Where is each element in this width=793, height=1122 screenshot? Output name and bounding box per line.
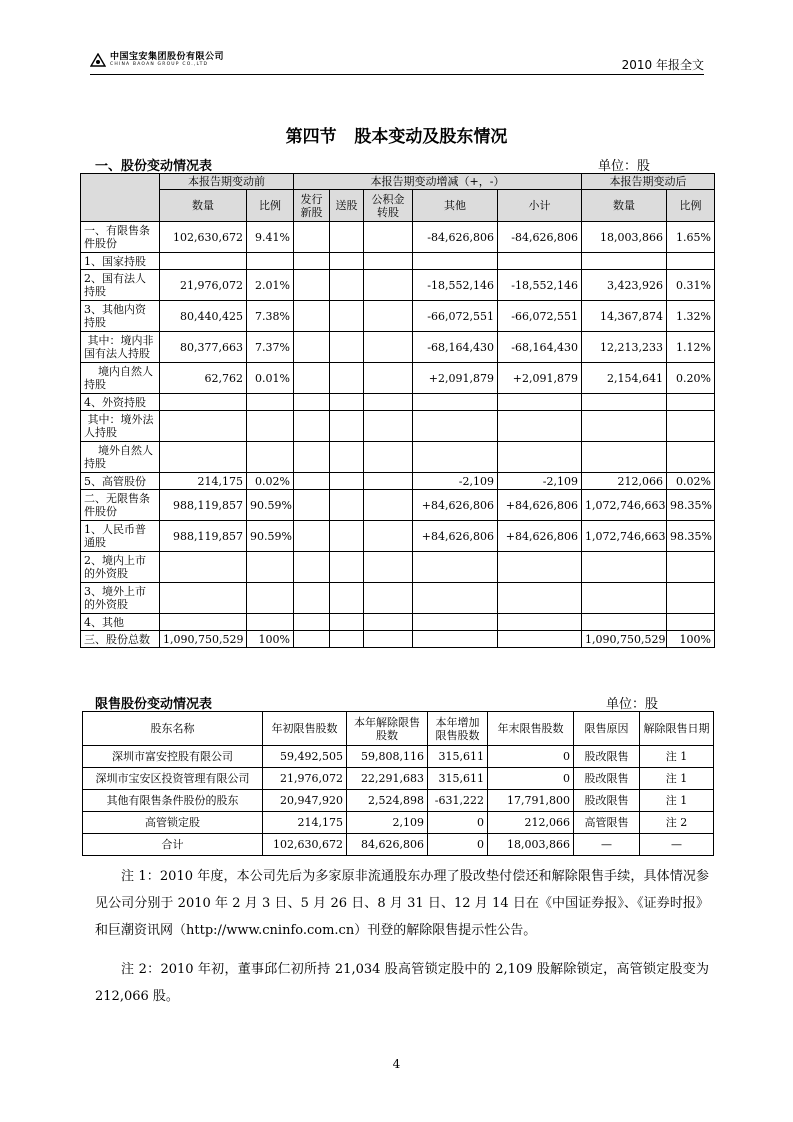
table-cell (364, 332, 413, 363)
share-change-subtitle: 一、股份变动情况表 (95, 159, 213, 174)
table-cell (582, 394, 667, 411)
table-cell: -2,109 (413, 473, 498, 490)
column-header: 小计 (498, 190, 582, 222)
table-cell (330, 521, 364, 552)
table-row (81, 631, 715, 648)
table-cell (364, 253, 413, 270)
table-cell: 合计 (83, 834, 263, 856)
table-cell: +2,091,879 (498, 363, 582, 394)
table-cell (364, 583, 413, 614)
table-cell: 14,367,874 (582, 301, 667, 332)
row-label: 1、国家持股 (81, 253, 160, 270)
table-cell (413, 411, 498, 442)
table-cell (582, 411, 667, 442)
table-row (81, 490, 715, 521)
table-cell: 9.41% (247, 222, 294, 253)
column-header: 比例 (667, 190, 715, 222)
company-name-cn: 中国宝安集团股份有限公司 (110, 52, 225, 62)
table-cell: 0.20% (667, 363, 715, 394)
note-2: 注 2：2010 年初，董事邱仁初所持 21,034 股高管锁定股中的 2,109 股解除锁定，高管锁定股变为 212,066 股。 (95, 962, 709, 1004)
row-label: 境外自然人持股 (81, 442, 160, 473)
table-cell (160, 253, 247, 270)
table-cell: 注 1 (640, 768, 714, 790)
row-label: 4、其他 (81, 614, 160, 631)
table-cell: +84,626,806 (413, 521, 498, 552)
table-cell (413, 583, 498, 614)
table-cell: 高管锁定股 (83, 812, 263, 834)
table-cell: 股改限售 (574, 746, 640, 768)
table-cell: 98.35% (667, 490, 715, 521)
table-cell (582, 583, 667, 614)
column-header: 股东名称 (83, 712, 263, 746)
table-cell (330, 394, 364, 411)
table-cell: 1,090,750,529 (582, 631, 667, 648)
table-cell: 高管限售 (574, 812, 640, 834)
column-header: 比例 (247, 190, 294, 222)
table-cell (364, 301, 413, 332)
table-cell (498, 614, 582, 631)
table-cell (364, 614, 413, 631)
table-cell (582, 614, 667, 631)
row-label: 4、外资持股 (81, 394, 160, 411)
table-row (83, 746, 714, 768)
table-cell: 1,072,746,663 (582, 521, 667, 552)
table-cell: 988,119,857 (160, 490, 247, 521)
group-header-before: 本报告期变动前 (160, 174, 294, 190)
table-cell (330, 490, 364, 521)
row-label: 3、境外上市的外资股 (81, 583, 160, 614)
table-cell: 214,175 (263, 812, 347, 834)
table-cell: 股改限售 (574, 768, 640, 790)
table-cell (330, 301, 364, 332)
table-cell: 0.02% (667, 473, 715, 490)
table-cell (294, 411, 330, 442)
table-cell (364, 552, 413, 583)
table-cell: — (574, 834, 640, 856)
table-cell (330, 222, 364, 253)
table-cell: 102,630,672 (263, 834, 347, 856)
table-cell: +84,626,806 (498, 521, 582, 552)
table-row (81, 442, 715, 473)
restricted-subtitle: 限售股份变动情况表 (95, 697, 213, 712)
corner-cell (81, 174, 160, 222)
table-cell: 深圳市富安控股有限公司 (83, 746, 263, 768)
column-header: 发行新股 (294, 190, 330, 222)
table-cell (294, 270, 330, 301)
table-cell (294, 583, 330, 614)
column-header: 送股 (330, 190, 364, 222)
table-cell (413, 253, 498, 270)
column-header: 本年增加限售股数 (428, 712, 488, 746)
table-cell (498, 442, 582, 473)
table-cell (667, 583, 715, 614)
table-cell (330, 411, 364, 442)
table-row (83, 812, 714, 834)
table-cell: -84,626,806 (413, 222, 498, 253)
table-cell: 100% (247, 631, 294, 648)
table-cell (667, 442, 715, 473)
table-cell (498, 253, 582, 270)
table-cell (247, 442, 294, 473)
table-cell (330, 270, 364, 301)
table-cell: 股改限售 (574, 790, 640, 812)
table-cell: 18,003,866 (488, 834, 574, 856)
note-1: 注 1：2010 年度，本公司先后为多家原非流通股东办理了股改垫付偿还和解除限售手续，具体情况参见公司分别于 2010 年 2 月 3 日、5 月 26 日、8 月 31 日、12 月 14 日在《中国证券报》、《证券时报》和巨潮资讯网（http://www.cninfo.com.cn）刊登的解除限售提示性公告。 (95, 869, 709, 938)
table-cell: 80,440,425 (160, 301, 247, 332)
table-cell: 98.35% (667, 521, 715, 552)
table-cell (330, 614, 364, 631)
table-cell (364, 270, 413, 301)
table-cell (160, 552, 247, 583)
table-cell (247, 394, 294, 411)
table-row (83, 790, 714, 812)
table-cell (364, 394, 413, 411)
table-row (81, 301, 715, 332)
table-cell (294, 301, 330, 332)
table-cell (330, 473, 364, 490)
table-cell (294, 394, 330, 411)
table-cell (247, 583, 294, 614)
table-cell: 214,175 (160, 473, 247, 490)
table-cell (330, 332, 364, 363)
table-cell (413, 394, 498, 411)
table-cell (667, 411, 715, 442)
column-header: 年初限售股数 (263, 712, 347, 746)
table-cell: 0 (488, 746, 574, 768)
table-cell (160, 394, 247, 411)
table-cell: 212,066 (488, 812, 574, 834)
column-header: 年末限售股数 (488, 712, 574, 746)
table-cell (667, 253, 715, 270)
table-cell: +84,626,806 (413, 490, 498, 521)
table-cell: 0 (488, 768, 574, 790)
row-label: 1、人民币普通股 (81, 521, 160, 552)
table-cell: 84,626,806 (347, 834, 428, 856)
table-cell: 62,762 (160, 363, 247, 394)
column-header: 数量 (160, 190, 247, 222)
share-change-table (80, 173, 715, 648)
table-cell: -66,072,551 (498, 301, 582, 332)
row-label: 2、境内上市的外资股 (81, 552, 160, 583)
table-cell: 315,611 (428, 768, 488, 790)
row-label: 境内自然人持股 (81, 363, 160, 394)
table-cell: 0 (428, 812, 488, 834)
table-cell (498, 411, 582, 442)
table-cell: 2,109 (347, 812, 428, 834)
table-cell (364, 363, 413, 394)
company-logo-icon (90, 53, 106, 67)
table-cell (582, 552, 667, 583)
table-cell (294, 490, 330, 521)
row-label: 二、无限售条件股份 (81, 490, 160, 521)
table-cell: 注 1 (640, 746, 714, 768)
table-cell: 0 (428, 834, 488, 856)
table-cell (364, 442, 413, 473)
row-label: 3、其他内资持股 (81, 301, 160, 332)
table-row (81, 583, 715, 614)
table-cell: 0.01% (247, 363, 294, 394)
table-row (81, 222, 715, 253)
table-cell (330, 442, 364, 473)
table-cell: 988,119,857 (160, 521, 247, 552)
table-cell: 21,976,072 (160, 270, 247, 301)
table-cell: -84,626,806 (498, 222, 582, 253)
table-row (81, 521, 715, 552)
table-cell (364, 631, 413, 648)
table-cell: — (640, 834, 714, 856)
table-cell (667, 394, 715, 411)
table-cell (498, 631, 582, 648)
table-cell (498, 552, 582, 583)
table-row (81, 332, 715, 363)
table-cell (294, 253, 330, 270)
company-name-en: CHINA BAOAN GROUP CO.,LTD (110, 62, 209, 67)
group-header-after: 本报告期变动后 (582, 174, 715, 190)
table-cell: 90.59% (247, 490, 294, 521)
table-row (81, 270, 715, 301)
table-cell (294, 332, 330, 363)
table-cell: 注 2 (640, 812, 714, 834)
table-cell (667, 552, 715, 583)
table-cell (364, 473, 413, 490)
table-cell (498, 583, 582, 614)
table-cell: 100% (667, 631, 715, 648)
table-cell: 1.12% (667, 332, 715, 363)
column-header: 本年解除限售股数 (347, 712, 428, 746)
table-cell: 1,072,746,663 (582, 490, 667, 521)
table-cell: 21,976,072 (263, 768, 347, 790)
table-cell: 0.02% (247, 473, 294, 490)
table-row (83, 834, 714, 856)
company-logo (90, 53, 224, 68)
table-cell (247, 614, 294, 631)
column-header: 限售原因 (574, 712, 640, 746)
restricted-unit: 单位：股 (606, 697, 659, 712)
table-cell (364, 222, 413, 253)
table-cell: 7.38% (247, 301, 294, 332)
table-cell (160, 583, 247, 614)
page-number: 4 (392, 1057, 401, 1071)
table-cell (294, 631, 330, 648)
table-cell: 2,154,641 (582, 363, 667, 394)
table-cell: 59,492,505 (263, 746, 347, 768)
column-header: 其他 (413, 190, 498, 222)
share-change-unit: 单位：股 (598, 159, 651, 174)
page-header (90, 50, 704, 75)
table-cell (498, 394, 582, 411)
table-cell (294, 363, 330, 394)
table-row (81, 253, 715, 270)
row-label: 三、股份总数 (81, 631, 160, 648)
table-cell: +84,626,806 (498, 490, 582, 521)
row-label: 2、国有法人持股 (81, 270, 160, 301)
table-cell (160, 614, 247, 631)
table-cell: 90.59% (247, 521, 294, 552)
column-header: 公积金转股 (364, 190, 413, 222)
table-cell (294, 521, 330, 552)
table-cell: -68,164,430 (413, 332, 498, 363)
table-cell (413, 442, 498, 473)
table-cell (330, 552, 364, 583)
table-cell (413, 552, 498, 583)
table-cell (294, 552, 330, 583)
table-cell: 1,090,750,529 (160, 631, 247, 648)
table-cell: +2,091,879 (413, 363, 498, 394)
table-row (81, 394, 715, 411)
table-cell (247, 552, 294, 583)
table-cell (294, 222, 330, 253)
table-cell: -18,552,146 (413, 270, 498, 301)
table-cell: 59,808,116 (347, 746, 428, 768)
table-row (81, 363, 715, 394)
table-cell: 22,291,683 (347, 768, 428, 790)
table-cell (330, 583, 364, 614)
row-label: 一、有限售条件股份 (81, 222, 160, 253)
table-cell: 80,377,663 (160, 332, 247, 363)
table-cell: 0.31% (667, 270, 715, 301)
table-cell: 315,611 (428, 746, 488, 768)
table-cell: 102,630,672 (160, 222, 247, 253)
table-cell (364, 521, 413, 552)
table-cell: -68,164,430 (498, 332, 582, 363)
table-cell (330, 253, 364, 270)
table-cell (364, 411, 413, 442)
table-cell (330, 631, 364, 648)
table-cell: -18,552,146 (498, 270, 582, 301)
table-cell: -2,109 (498, 473, 582, 490)
table-cell (413, 631, 498, 648)
column-header: 数量 (582, 190, 667, 222)
table-row (83, 768, 714, 790)
table-row (81, 473, 715, 490)
doc-title: 2010 年报全文 (621, 58, 704, 72)
table-cell (160, 442, 247, 473)
row-label: 其中：境外法人持股 (81, 411, 160, 442)
table-row (81, 552, 715, 583)
table-cell: -631,222 (428, 790, 488, 812)
table-cell: 注 1 (640, 790, 714, 812)
table-cell: -66,072,551 (413, 301, 498, 332)
table-cell (582, 442, 667, 473)
table-cell: 7.37% (247, 332, 294, 363)
table-cell: 17,791,800 (488, 790, 574, 812)
section-title: 第四节 股本变动及股东情况 (285, 127, 508, 147)
table-cell: 2,524,898 (347, 790, 428, 812)
table-cell (667, 614, 715, 631)
table-cell (294, 473, 330, 490)
table-cell (247, 411, 294, 442)
row-label: 5、高管股份 (81, 473, 160, 490)
column-header: 解除限售日期 (640, 712, 714, 746)
table-cell (294, 614, 330, 631)
table-cell: 12,213,233 (582, 332, 667, 363)
table-cell: 深圳市宝安区投资管理有限公司 (83, 768, 263, 790)
table-cell: 18,003,866 (582, 222, 667, 253)
table-cell (330, 363, 364, 394)
row-label: 其中：境内非国有法人持股 (81, 332, 160, 363)
table-row (81, 614, 715, 631)
table-cell: 20,947,920 (263, 790, 347, 812)
table-cell (247, 253, 294, 270)
table-cell: 212,066 (582, 473, 667, 490)
table-cell (582, 253, 667, 270)
table-row (81, 411, 715, 442)
group-header-change: 本报告期变动增减（+，-） (294, 174, 582, 190)
table-cell (364, 490, 413, 521)
table-cell: 其他有限售条件股份的股东 (83, 790, 263, 812)
table-cell (413, 614, 498, 631)
restricted-table (82, 711, 714, 856)
table-cell: 1.32% (667, 301, 715, 332)
table-cell: 1.65% (667, 222, 715, 253)
table-cell: 3,423,926 (582, 270, 667, 301)
table-cell (294, 442, 330, 473)
table-cell: 2.01% (247, 270, 294, 301)
table-cell (160, 411, 247, 442)
